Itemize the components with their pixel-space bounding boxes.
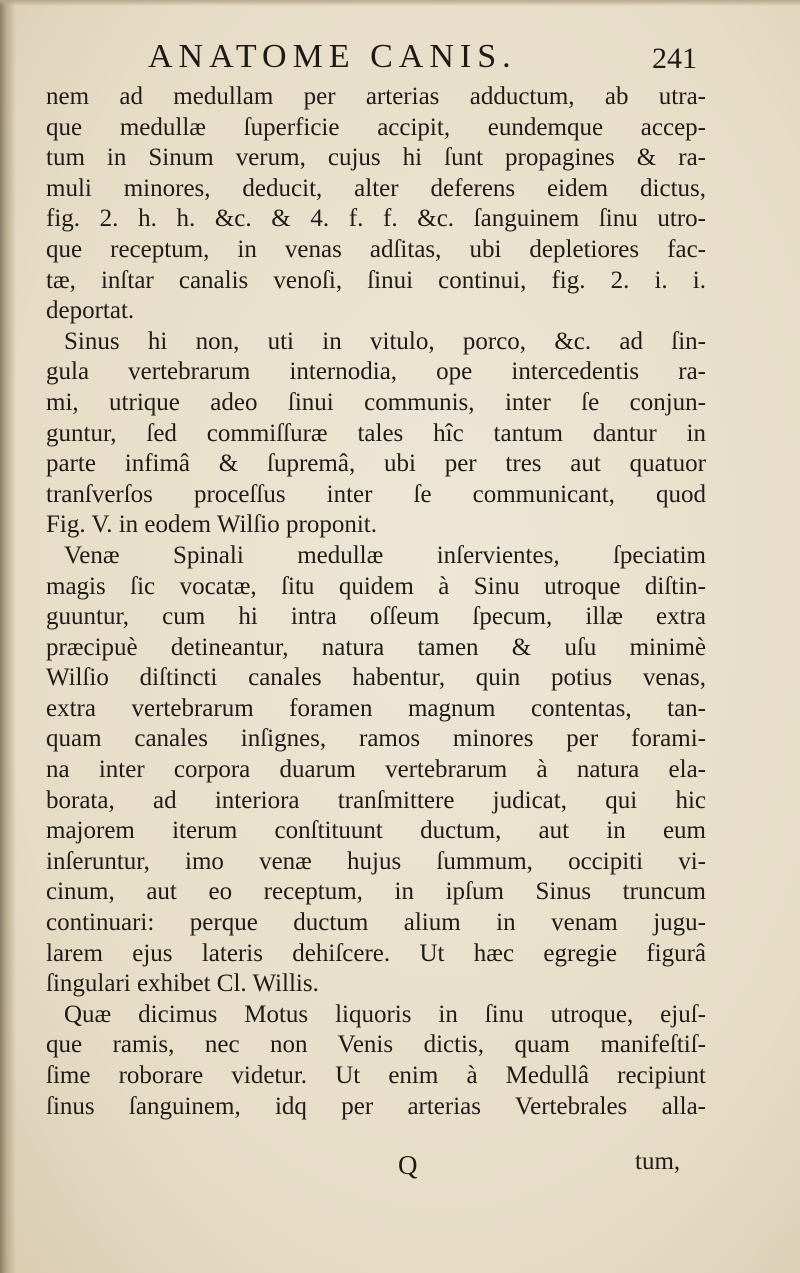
text-line: na inter corpora duarum vertebrarum à natura ela- [46,756,706,784]
page-number: 241 [652,42,697,75]
text-line: que receptum, in venas adſitas, ubi depletiores fac- [46,235,706,263]
text-line: extra vertebrarum foramen magnum contentas, tan- [46,694,706,722]
text-line: larem ejus lateris dehiſcere. Ut hæc egregie figurâ [46,939,706,967]
text-line: tum in Sinum verum, cujus hi ſunt propagines & ra- [46,144,706,172]
catchword: tum, [635,1148,681,1175]
text-line: guuntur, cum hi intra oſſeum ſpecum, illæ extra [46,603,706,631]
text-line: mi, utrique adeo ſinui communis, inter ſe conjun- [46,388,706,416]
text-line: ſime roborare videtur. Ut enim à Medullâ recipiunt [46,1062,706,1089]
text-line: parte infimâ & ſupremâ, ubi per tres aut quatuor [46,450,706,478]
text-line: ſingulari exhibet Cl. Willis. [46,970,319,998]
text-line: inſeruntur, imo venæ hujus ſummum, occipiti vi- [46,847,706,875]
text-line: nem ad medullam per arterias adductum, ab utra- [46,83,706,110]
text-line: guntur, ſed commiſſuræ tales hîc tantum dantur in [46,419,706,447]
running-head: ANATOME CANIS. [148,38,517,75]
text-line: quam canales inſignes, ramos minores per forami- [46,725,706,753]
text-line: magis ſic vocatæ, ſitu quidem à Sinu utroque diſtin- [46,572,706,600]
text-line: borata, ad interiora tranſmittere judicat, qui hic [46,786,706,814]
page-footer [0,1150,800,1190]
text-line: Fig. V. in eodem Wilſio proponit. [46,511,377,539]
text-line: cinum, aut eo receptum, in ipſum Sinus truncum [46,878,706,906]
page-top-edge [0,0,800,6]
text-line: præcipuè detineantur, natura tamen & uſu minimè [46,633,706,661]
text-line: Sinus hi non, uti in vitulo, porco, &c. ad ſin- [64,327,706,355]
text-line: majorem iterum conſtituunt ductum, aut in eum [46,817,706,845]
text-line: tæ, inſtar canalis venoſi, ſinui continui, fig. 2. i. i. [46,266,706,294]
text-line: tranſverſos proceſſus inter ſe communicant, quod [46,480,706,508]
text-line: que medullæ ſuperficie accipit, eundemque accep- [46,113,706,141]
text-line: ſinus ſanguinem, idq per arterias Vertebrales alla- [46,1092,706,1120]
text-line: Wilſio diſtincti canales habentur, quin potius venas, [46,664,706,692]
text-line: continuari: perque ductum alium in venam jugu- [46,909,706,937]
gutter-shadow [0,0,16,1273]
text-line: Quæ dicimus Motus liquoris in ſinu utroque, ejuſ- [64,1000,706,1028]
text-line: fig. 2. h. h. &c. & 4. f. f. &c. ſanguinem ſinu utro- [46,205,706,233]
page-header [0,34,800,82]
signature-mark: Q [398,1150,418,1180]
text-line: Venæ Spinali medullæ inſervientes, ſpeciatim [64,541,706,569]
text-line: que ramis, nec non Venis dictis, quam manifeſtiſ- [46,1031,706,1059]
body-text [46,82,706,1122]
text-line: gula vertebrarum internodia, ope intercedentis ra- [46,358,706,386]
text-line: deportat. [46,297,135,325]
text-line: muli minores, deducit, alter deferens eidem dictus, [46,174,706,202]
